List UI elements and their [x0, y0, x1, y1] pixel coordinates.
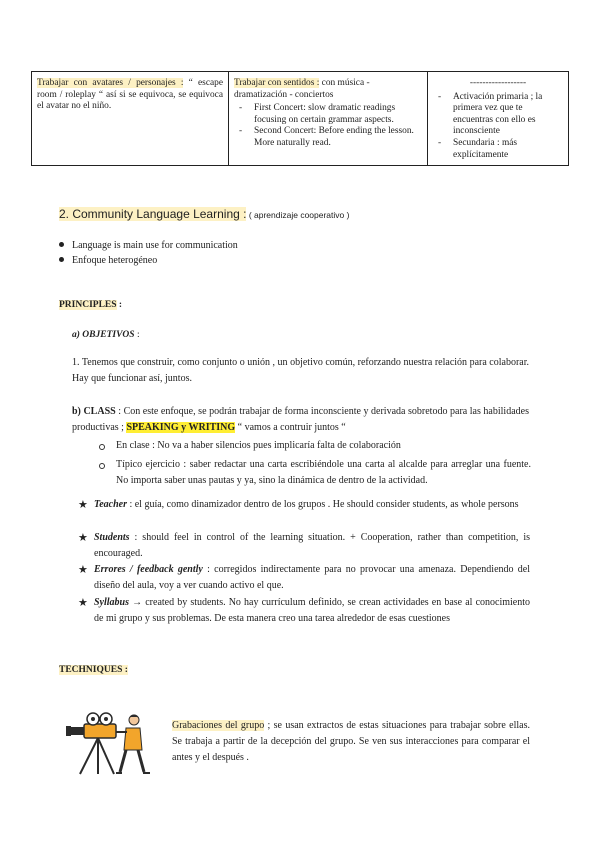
sub-item-text: Típico ejercicio : saber redactar una carta escribiéndole una carta al alcalde para arreglar una fuente. No importa saber unas pautas y ya, sino la dinámica de dentro de la actividad. — [116, 459, 531, 486]
class-text-end: “ vamos a contruir juntos “ — [235, 422, 346, 433]
comparison-table — [31, 71, 569, 166]
activation-list — [433, 92, 563, 162]
senses-title: Trabajar con sentidos : — [234, 78, 320, 88]
star-text: : el guía, como dinamizador dentro de los grupos . He should consider students, as whole persons — [126, 499, 519, 510]
list-item — [78, 530, 530, 562]
techniques-highlight: Grabaciones del grupo — [172, 720, 265, 731]
star-text: : corregidos indirectamente para no provocar una amenaza. Dependiendo del diseño del aula, voy a ver cuando activo el que. — [94, 564, 530, 591]
camera-operator-illustration — [66, 708, 160, 776]
list-item — [99, 457, 531, 489]
techniques-heading — [59, 662, 128, 678]
star-label: Syllabus — [94, 597, 130, 608]
star-label: Errores / feedback gently — [94, 564, 203, 575]
star-bullet-icon: ★ — [78, 564, 88, 576]
camera-icon — [66, 713, 116, 738]
bullet-text: Enfoque heterogéneo — [72, 255, 158, 266]
list-item — [78, 497, 530, 513]
list-item: - Secundaria : más explícitamente — [433, 138, 563, 161]
table-cell-avatars — [32, 72, 229, 166]
class-highlight: SPEAKING y WRITING — [126, 422, 236, 433]
star-text: → created by students. No hay currículum definido, se crean actividades en base al conocimiento de mi grupo y sus problemas. De esta manera creo una tarea alrededor de esas cuestiones — [94, 597, 530, 624]
table-cell-activation — [428, 72, 569, 166]
senses-list — [234, 103, 422, 149]
class-text: : Con este enfoque, se podrán trabajar de forma inconsciente y derivada sobretodo para las habilidades productivas ; — [72, 406, 529, 433]
bullet-icon — [59, 242, 64, 247]
principles-heading — [59, 297, 122, 313]
senses-text: con música - dramatización - conciertos — [234, 78, 370, 100]
circle-bullet-icon — [99, 444, 105, 450]
section-subtitle: ( aprendizaje cooperativo ) — [246, 210, 350, 220]
class-paragraph — [72, 404, 529, 436]
star-text: : should feel in control of the learning situation. + Cooperation, rather than competition, is encouraged. — [94, 532, 530, 559]
list-item — [59, 253, 157, 269]
activation-header: ------------------ — [469, 78, 527, 88]
person-icon — [116, 715, 150, 774]
list-item: - First Concert: slow dramatic readings focusing on certain grammar aspects. — [234, 103, 422, 126]
avatars-title: Trabajar con avatares / personajes : — [37, 78, 184, 88]
table-cell-senses — [229, 72, 428, 166]
star-bullet-icon: ★ — [78, 499, 88, 511]
circle-bullet-icon — [99, 463, 105, 469]
list-item — [59, 238, 238, 254]
star-bullet-icon: ★ — [78, 532, 88, 544]
bullet-icon — [59, 257, 64, 262]
objetivos-colon: : — [134, 330, 140, 340]
list-item — [78, 562, 530, 594]
objetivos-heading — [72, 327, 140, 343]
bullet-text: Language is main use for communication — [72, 240, 238, 251]
list-item — [78, 595, 530, 627]
objetivos-text: 1. Tenemos que construir, como conjunto o unión , un objetivo común, reforzando nuestra relación para colaborar. Hay que funcionar así, juntos. — [72, 357, 529, 384]
techniques-paragraph — [172, 718, 530, 766]
principles-colon: : — [116, 300, 123, 310]
sub-item-text: En clase : No va a haber silencios pues implicaría falta de colaboración — [116, 440, 401, 451]
avatars-text: “ escape room / roleplay “ así si se equivoca, se equivoca el avatar no el niño. — [37, 78, 223, 112]
star-label: Teacher — [94, 499, 127, 510]
principles-label: PRINCIPLES — [59, 300, 117, 310]
list-item: - Activación primaria ; la primera vez que te encuentras con ello es inconsciente — [433, 92, 563, 138]
techniques-text: ; se usan extractos de estas situaciones para trabajar sobre ellas. Se trabaja a partir de la decepción del grupo. Se ven sus interacciones para comparar el antes y el después . — [172, 720, 530, 763]
techniques-label: TECHNIQUES : — [59, 665, 128, 675]
section-heading — [59, 206, 349, 223]
objetivos-label: a) OBJETIVOS — [72, 330, 135, 340]
star-bullet-icon: ★ — [78, 597, 88, 609]
list-item: - Second Concert: Before ending the lesson. More naturally read. — [234, 126, 422, 149]
list-item — [99, 438, 531, 454]
star-label: Students — [94, 532, 130, 543]
section-title: 2. Community Language Learning : — [59, 207, 247, 221]
class-label: b) CLASS — [72, 406, 116, 417]
tripod-icon — [80, 738, 114, 774]
